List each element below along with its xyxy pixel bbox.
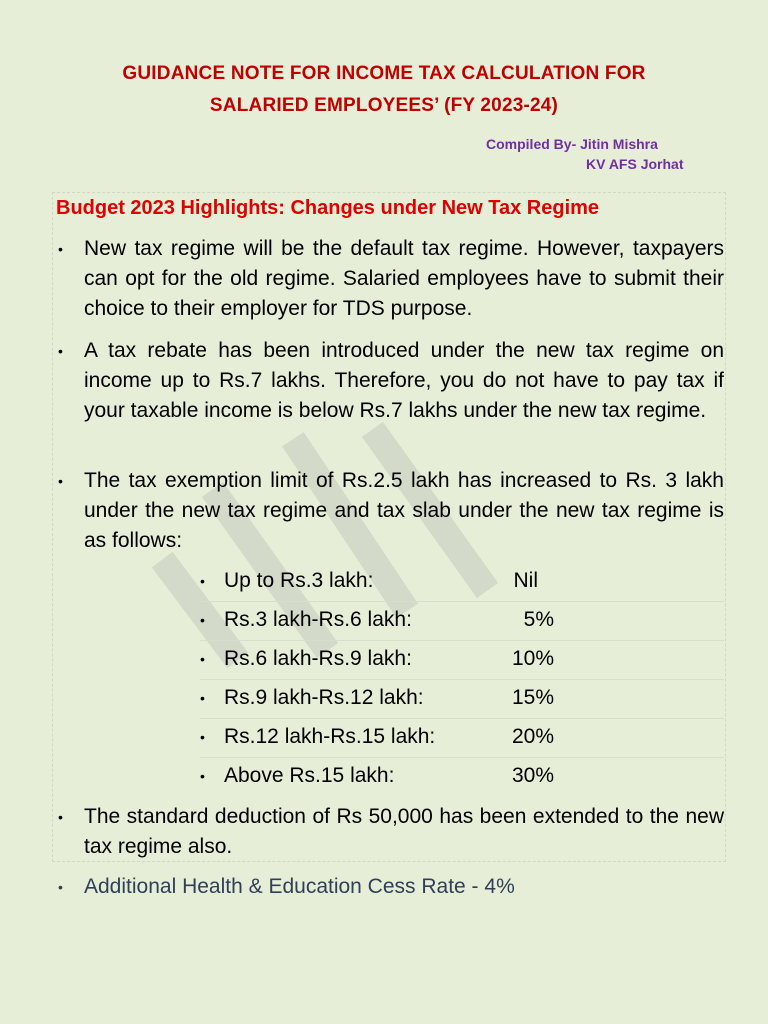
document-title-line2: SALARIED EMPLOYEES’ (FY 2023-24) [209,95,559,116]
slab-range: Rs.9 lakh-Rs.12 lakh: [224,686,424,709]
bullet-icon: • [200,690,205,706]
divider [200,718,724,719]
list-item-text: A tax rebate has been introduced under the new tax regime on income up to Rs.7 lakhs. Therefore, you do not have to pay tax if your taxable income is below Rs.7 lakhs under the new tax regime. [84,339,724,422]
slab-range: Up to Rs.3 lakh: [224,569,374,592]
slab-range: Rs.3 lakh-Rs.6 lakh: [224,608,412,631]
divider [200,640,724,641]
list-item-text: New tax regime will be the default tax regime. However, taxpayers can opt for the old regime. Salaried employees have to submit their choice to their employer for TDS purpose. [84,237,724,320]
bullet-icon: • [200,651,205,667]
slab-rate: 10% [511,647,554,670]
document-title-line1: GUIDANCE NOTE FOR INCOME TAX CALCULATION FOR [122,63,646,84]
school-name: KV AFS Jorhat [586,156,684,172]
slab-range: Rs.6 lakh-Rs.9 lakh: [224,647,412,670]
list-item [58,466,724,556]
tax-slab-row [200,605,564,635]
slab-rate: 5% [523,608,554,631]
list-item [58,802,724,862]
slab-rate: 30% [511,764,554,787]
tax-slab-row [200,683,564,713]
list-item [58,336,724,426]
slab-rate: 15% [511,686,554,709]
slab-rate: Nil [513,569,538,592]
section-heading: Budget 2023 Highlights: Changes under New Tax Regime [56,197,600,219]
tax-slab-row [200,761,564,791]
bullet-icon: • [58,809,63,825]
bullet-icon: • [58,241,63,257]
bullet-icon: • [200,573,205,589]
tax-slab-row [200,566,564,596]
compiled-by: Compiled By- Jitin Mishra [486,136,658,152]
list-item [58,872,724,902]
tax-slab-row [200,644,564,674]
bullet-icon: • [200,729,205,745]
list-item-text: Additional Health & Education Cess Rate - 4% [84,875,515,898]
list-item-text: The tax exemption limit of Rs.2.5 lakh has increased to Rs. 3 lakh under the new tax regime and tax slab under the new tax regime is as follows: [84,469,724,552]
bullet-icon: • [200,612,205,628]
bullet-icon: • [58,879,63,895]
divider [200,601,724,602]
bullet-icon: • [200,768,205,784]
divider [200,757,724,758]
list-item [58,234,724,324]
list-item-text: The standard deduction of Rs 50,000 has been extended to the new tax regime also. [84,805,724,858]
divider [200,679,724,680]
tax-slab-row [200,722,564,752]
slab-rate: 20% [511,725,554,748]
slab-range: Above Rs.15 lakh: [224,764,395,787]
bullet-icon: • [58,343,63,359]
slab-range: Rs.12 lakh-Rs.15 lakh: [224,725,436,748]
bullet-icon: • [58,473,63,489]
